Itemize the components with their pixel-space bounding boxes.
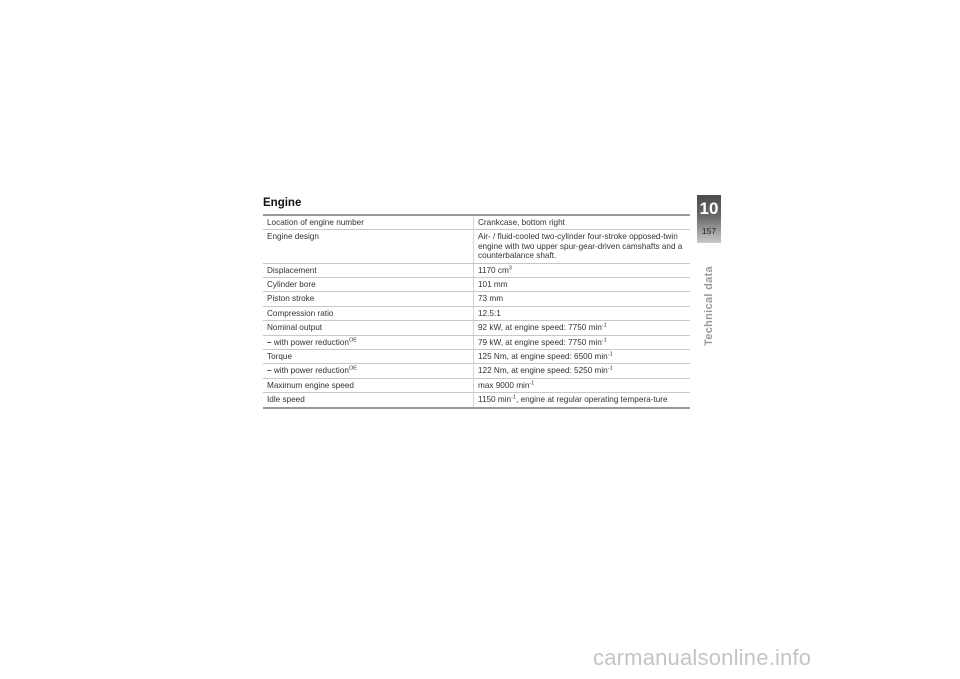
row-value: 1170 $cm^3$ [474,263,691,277]
row-label: – with power reduction$^{OE}$ [263,364,474,378]
row-value: 12.5:1 [474,306,691,320]
row-value: 101 mm [474,278,691,292]
chapter-side-title: Technical data [703,266,715,346]
row-label: Cylinder bore [263,278,474,292]
row-value: 125 Nm, at engine speed: 6500 $\min^{-1}$ [474,350,691,364]
row-label: Engine design [263,230,474,263]
table-row [263,350,690,364]
table-row [263,306,690,320]
row-value: Air- / fluid-cooled two-cylinder four-stroke opposed-twin engine with two upper spur-gear-driven camshafts and a counterbalance shaft. [474,230,691,263]
table-row [263,321,690,335]
row-label: Piston stroke [263,292,474,306]
row-label: Location of engine number [263,215,474,230]
table-row [263,393,690,408]
chapter-number: 10 [699,199,719,218]
table-row [263,364,690,378]
table-row [263,335,690,349]
row-value: Crankcase, bottom right [474,215,691,230]
row-label: Maximum engine speed [263,378,474,392]
optional-equipment-marker: OE [348,365,357,372]
row-value: 92 kW, at engine speed: 7750 $\min^{-1}$ [474,321,691,335]
row-value: 73 mm [474,292,691,306]
optional-equipment-marker: OE [348,336,357,343]
row-label: – with power reduction$^{OE}$ [263,335,474,349]
row-value: 122 Nm, at engine speed: 5250 $\min^{-1}$ [474,364,691,378]
row-label: Idle speed [263,393,474,408]
engine-spec-table [263,214,690,409]
row-label: Compression ratio [263,306,474,320]
table-row [263,278,690,292]
table-row [263,215,690,230]
section-title: Engine [263,197,302,209]
row-label: Torque [263,350,474,364]
row-value: 79 kW, at engine speed: 7750 $\min^{-1}$ [474,335,691,349]
table-row [263,378,690,392]
row-value: 1150 $\min^{-1}$, engine at regular operating tempera-ture [474,393,691,408]
chapter-tab [697,195,721,243]
table-row [263,292,690,306]
row-label: Nominal output [263,321,474,335]
watermark: carmanualsonline.info [593,645,812,670]
table-row [263,230,690,263]
page-number: 157 [701,226,717,236]
row-value: max 9000 $\min^{-1}$ [474,378,691,392]
row-label: Displacement [263,263,474,277]
table-row [263,263,690,277]
